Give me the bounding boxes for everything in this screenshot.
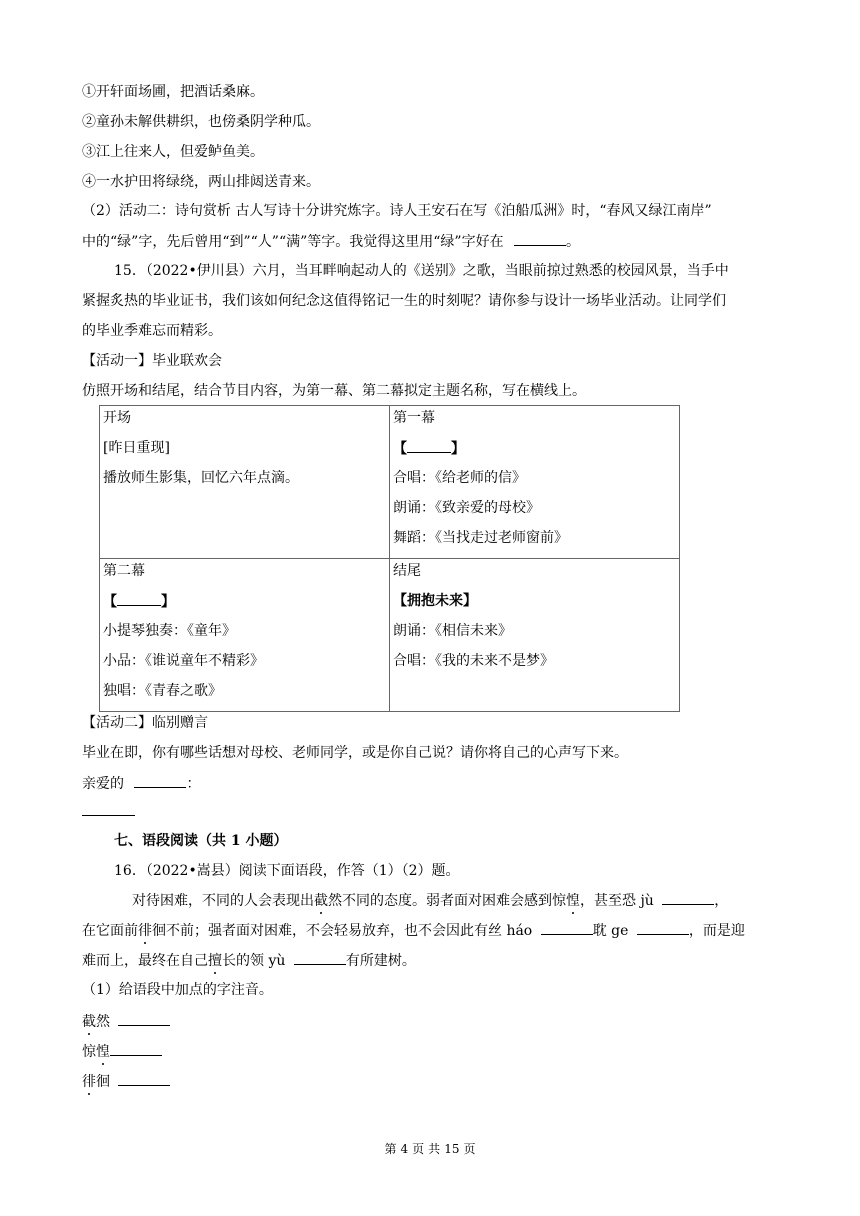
activity1-instruction: 仿照开场和结尾，结合节目内容，为第一幕、第二幕拟定主题名称，写在横线上。	[82, 383, 586, 399]
dotted-char: 徘	[82, 1074, 96, 1090]
dotted-char: 擅	[208, 953, 222, 969]
page-total: 15	[444, 1142, 460, 1156]
poem-line-2: ②童孙未解供耕织，也傍桑阴学种瓜。	[82, 114, 320, 130]
activity2-text: 中的“绿”字，先后曾用“到”“人”“满”等字。我觉得这里用“绿”字好在	[82, 234, 504, 250]
footer-text: 页	[412, 1142, 425, 1156]
act2-item: 独唱：《青春之歌》	[103, 683, 222, 699]
act1-title: 第一幕	[393, 410, 435, 426]
footer-text: 共	[428, 1142, 441, 1156]
cell-ending	[390, 559, 680, 712]
hao-blank[interactable]	[541, 920, 593, 935]
pinyin-blank[interactable]	[118, 1011, 170, 1026]
passage-text: 耽 ge	[592, 923, 629, 939]
act2-theme-blank[interactable]	[117, 591, 161, 606]
dear-blank[interactable]	[134, 773, 186, 788]
bracket-open: 【	[393, 441, 407, 457]
passage-text: 徊不前；强者面对困难，不会轻易放弃，也不会因此有丝 háo	[152, 923, 533, 939]
program-table	[99, 405, 680, 712]
pinyin-blank[interactable]	[118, 1071, 170, 1086]
passage-line1	[132, 890, 728, 911]
act2-title: 第二幕	[103, 563, 145, 579]
dotted-char: 惶	[96, 1044, 110, 1060]
q15-line3: 的毕业季难忘而精彩。	[82, 323, 222, 339]
act2-theme	[103, 591, 386, 621]
passage-line2	[82, 920, 745, 941]
q16-line1: 16．（2022•嵩县）阅读下面语段，作答（1）（2）题。	[114, 863, 460, 879]
cell-opening	[100, 406, 390, 559]
word-rest: 然	[96, 1014, 110, 1030]
bracket-close: 】	[161, 594, 175, 610]
passage-text: ，甚至恐 jù	[580, 893, 654, 909]
ending-item: 合唱：《我的未来不是梦》	[393, 653, 554, 669]
poem-line-4: ④一水护田将绿绕，两山排闼送青来。	[82, 174, 320, 190]
passage-text: 难而上，最终在自己	[82, 953, 208, 969]
page-number: 4	[400, 1142, 409, 1156]
act1-theme-blank[interactable]	[407, 438, 451, 453]
answer-blank[interactable]	[514, 231, 566, 246]
activity2-end: 。	[566, 234, 581, 250]
dear-colon: ：	[186, 776, 201, 792]
poem-line-3: ③江上往来人，但爱鲈鱼美。	[82, 144, 264, 160]
passage-line3	[82, 950, 416, 971]
poem-line-1: ①开轩面场圃，把酒话桑麻。	[82, 84, 264, 100]
act1-item: 朗诵：《致亲爱的母校》	[393, 500, 540, 516]
pinyin-blank[interactable]	[110, 1041, 162, 1056]
footer-text: 第	[384, 1142, 397, 1156]
q15-line1: 15．（2022•伊川县）六月，当耳畔响起动人的《送别》之歌，当眼前掠过熟悉的校园风景，当手中	[114, 263, 729, 279]
word-char: 惊	[82, 1044, 96, 1060]
ending-item: 朗诵：《相信未来》	[393, 623, 512, 639]
cell-act2	[100, 559, 390, 712]
act1-item: 合唱：《给老师的信》	[393, 470, 526, 486]
act2-item: 小提琴独奏：《童年》	[103, 623, 236, 639]
ending-theme: 【拥抱未来】	[393, 593, 477, 609]
act1-item: 舞蹈：《当找走过老师窗前》	[393, 530, 568, 546]
section-heading: 七、语段阅读（共 1 小题）	[114, 833, 288, 849]
word-rest: 徊	[96, 1074, 110, 1090]
passage-text: 在它面前	[82, 923, 138, 939]
bracket-open: 【	[103, 594, 117, 610]
dear-line	[82, 773, 200, 794]
activity2-line2	[82, 231, 580, 252]
sub-question-1: （1）给语段中加点的字注音。	[82, 982, 273, 998]
activity2-line1: （2）活动二：诗句赏析 古人写诗十分讲究炼字。诗人王安石在写《泊船瓜洲》时，“春风又绿江南岸”	[82, 203, 712, 219]
cell-act1	[390, 406, 680, 559]
dotted-char: 徘	[138, 923, 152, 939]
dotted-char: 截	[82, 1014, 96, 1030]
act1-theme	[393, 438, 676, 468]
dear-label: 亲爱的	[82, 776, 124, 792]
bracket-close: 】	[451, 441, 465, 457]
passage-text: 有所建树。	[345, 953, 416, 969]
ju-blank[interactable]	[662, 890, 714, 905]
dotted-char: 惶	[566, 893, 580, 909]
dotted-char: 截	[314, 893, 328, 909]
opening-item: 播放师生影集，回忆六年点滴。	[103, 470, 299, 486]
passage-text: ，而是迎	[688, 923, 745, 939]
pinyin-item	[82, 1071, 170, 1092]
footer-text: 页	[463, 1142, 476, 1156]
activity2b-instruction: 毕业在即，你有哪些话想对母校、老师同学，或是你自己说？请你将自己的心声写下来。	[82, 745, 628, 761]
activity1-title: 【活动一】毕业联欢会	[82, 353, 222, 369]
passage-text: 长的领 yù	[222, 953, 286, 969]
activity2b-title: 【活动二】临别赠言	[82, 715, 208, 731]
pinyin-item	[82, 1041, 162, 1062]
passage-text: 对待困难，不同的人会表现出	[132, 893, 314, 909]
q15-line2: 紧握炙热的毕业证书，我们该如何纪念这值得铭记一生的时刻呢？请你参与设计一场毕业活动。让同学们	[82, 293, 726, 309]
ge-blank[interactable]	[637, 920, 689, 935]
pinyin-item	[82, 1011, 170, 1032]
opening-title: 开场	[103, 410, 131, 426]
act2-item: 小品：《谁说童年不精彩》	[103, 653, 264, 669]
yu-blank[interactable]	[294, 950, 346, 965]
passage-text: ，	[714, 893, 729, 909]
opening-theme: [昨日重现]	[103, 440, 170, 456]
answer-line[interactable]	[82, 815, 135, 816]
ending-title: 结尾	[393, 563, 421, 579]
page-footer	[0, 1140, 860, 1157]
passage-text: 然不同的态度。弱者面对困难会感到惊	[328, 893, 566, 909]
